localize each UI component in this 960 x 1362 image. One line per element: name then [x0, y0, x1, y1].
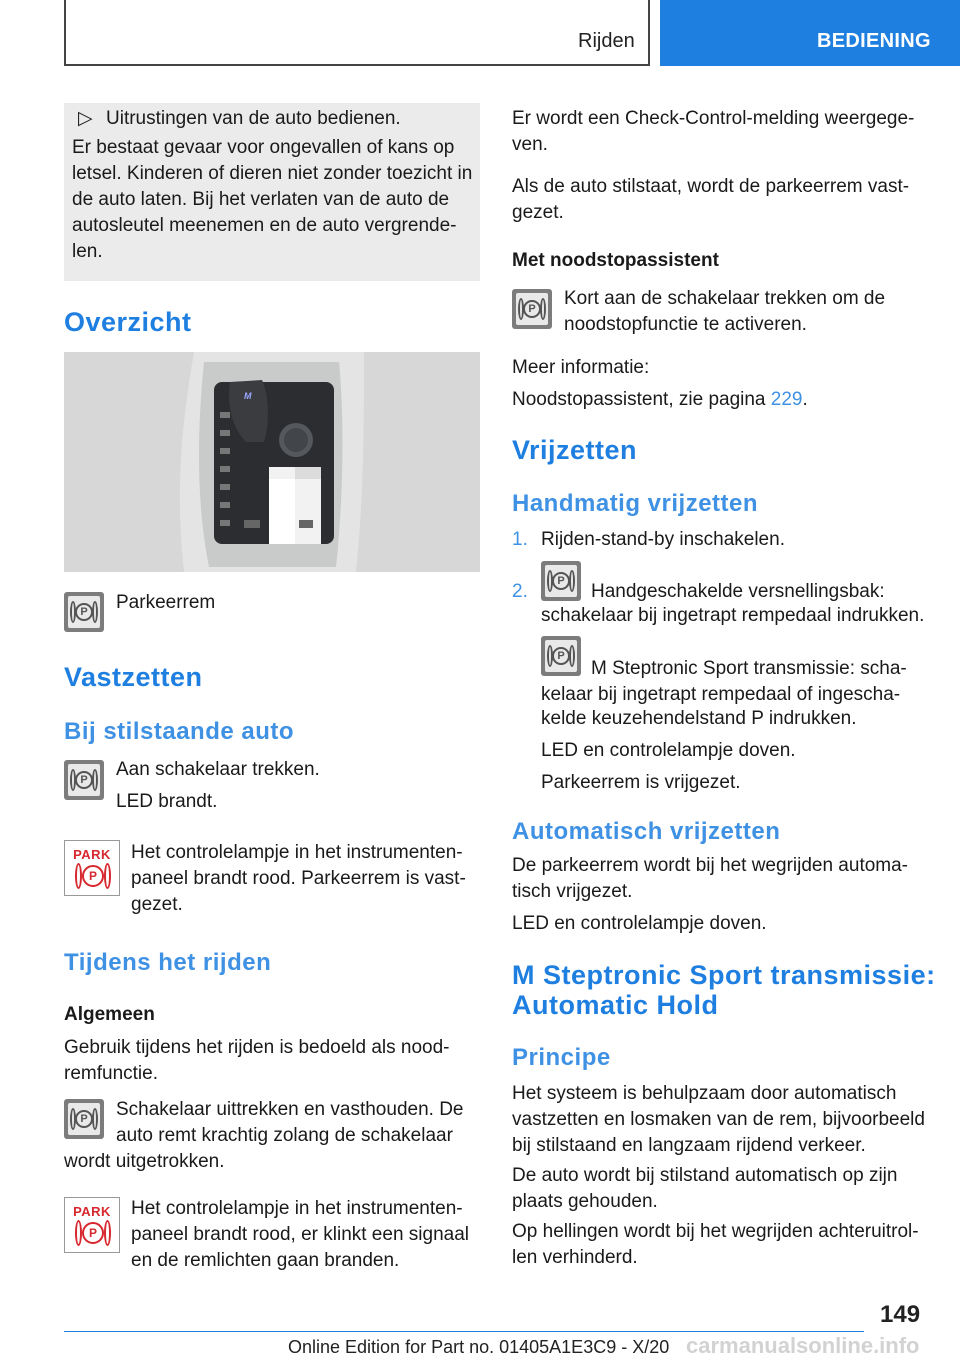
m-logo: M [244, 391, 252, 401]
heading-bij-stilstaande-auto: Bij stilstaande auto [64, 718, 295, 745]
header-frame [64, 0, 650, 66]
text-led-brandt: LED brandt. [116, 791, 218, 812]
warning-line: autosleutel meenemen en de auto vergrende- [72, 215, 457, 236]
text-aan-schakelaar: Aan schakelaar trekken. [116, 759, 320, 780]
center-console-illustration [64, 352, 480, 572]
text-led-doven-2: LED en controlelampje doven. [512, 913, 767, 934]
parkeerrem-label: Parkeerrem [116, 592, 216, 613]
text-hellingen: len verhinderd. [512, 1247, 638, 1268]
heading-principe: Principe [512, 1044, 611, 1071]
text-gebruik: remfunctie. [64, 1063, 158, 1084]
text-check-control: ven. [512, 134, 548, 155]
parking-brake-icon: P [541, 561, 581, 601]
text-controlelampje: Het controlelampje in het instrumenten- [131, 842, 463, 863]
header-tab-label: BEDIENING [817, 30, 931, 52]
heading-automatisch-vrijzetten: Automatisch vrijzetten [512, 818, 781, 845]
page-number: 149 [880, 1301, 921, 1328]
heading-vrijzetten: Vrijzetten [512, 435, 638, 465]
text-controlelampje-2: en de remlichten gaan branden. [131, 1250, 400, 1271]
text-controlelampje-2: Het controlelampje in het instrumenten- [131, 1198, 463, 1219]
footer-edition: Online Edition for Part no. 01405A1E3C9 - X/20 [288, 1337, 670, 1357]
text-automatisch: tisch vrijgezet. [512, 881, 633, 902]
text-schakelaar: auto remt krachtig zolang de schakelaar [116, 1125, 453, 1146]
parking-brake-icon: P [512, 289, 552, 329]
reference-noodstopassistent [512, 387, 808, 413]
header-section-title: Rijden [578, 30, 635, 52]
step-number: 1. [512, 529, 528, 550]
text-stilstaat: gezet. [512, 202, 564, 223]
step-number: 2. [512, 581, 528, 602]
text-gehouden: plaats gehouden. [512, 1191, 658, 1212]
page-link[interactable]: 229 [770, 389, 803, 410]
text-stilstaat: Als de auto stilstaat, wordt de parkeerrem vast- [512, 176, 910, 197]
warning-marker: ▷ [78, 108, 93, 129]
reference-end: . [802, 389, 808, 410]
text-m-steptronic: kelde keuzehendelstand P indrukken. [541, 708, 857, 729]
text-schakelaar: Schakelaar uittrekken en vasthouden. De [116, 1099, 464, 1120]
parking-brake-icon: P [64, 760, 104, 800]
text-hellingen: Op hellingen wordt bij het wegrijden achteruitrol- [512, 1221, 919, 1242]
warning-line: de auto laten. Bij het verlaten van de auto de [72, 189, 450, 210]
text-gebruik: Gebruik tijdens het rijden is bedoeld als nood- [64, 1037, 450, 1058]
text-controlelampje: paneel brandt rood. Parkeerrem is vast- [131, 868, 466, 889]
warning-line: len. [72, 241, 103, 262]
heading-vastzetten: Vastzetten [64, 662, 203, 692]
watermark: carmanualsonline.info [686, 1333, 920, 1358]
text-m-steptronic: M Steptronic Sport transmissie: scha- [591, 658, 907, 679]
heading-overzicht: Overzicht [64, 307, 192, 337]
text-principe: vastzetten en losmaken van de rem, bijvoorbeeld [512, 1109, 925, 1130]
warning-line: Er bestaat gevaar voor ongevallen of kans op [72, 137, 455, 158]
warning-line: letsel. Kinderen of dieren niet zonder toezicht in [72, 163, 473, 184]
text-gehouden: De auto wordt bij stilstand automatisch op zijn [512, 1165, 898, 1186]
text-kort: Kort aan de schakelaar trekken om de [564, 288, 886, 309]
heading-handmatig-vrijzetten: Handmatig vrijzetten [512, 490, 759, 517]
text-controlelampje-2: paneel brandt rood, er klinkt een signaal [131, 1224, 470, 1245]
park-warning-icon: PARK P [64, 840, 120, 896]
heading-met-noodstopassistent: Met noodstopassistent [512, 250, 719, 271]
text-check-control: Er wordt een Check-Control-melding weergege- [512, 108, 915, 129]
text-led-doven: LED en controlelampje doven. [541, 740, 796, 761]
text-automatisch: De parkeerrem wordt bij het wegrijden automa- [512, 855, 909, 876]
step-2-text: Handgeschakelde versnellingsbak: [591, 581, 885, 602]
step-2-text: schakelaar bij ingetrapt rempedaal indrukken. [541, 605, 925, 626]
heading-tijdens-het-rijden: Tijdens het rijden [64, 949, 272, 976]
step-1-text: Rijden-stand-by inschakelen. [541, 529, 785, 550]
parking-brake-icon: P [541, 636, 581, 676]
footer-rule [64, 1331, 864, 1332]
center-console-photo [64, 352, 480, 572]
text-controlelampje: gezet. [131, 894, 183, 915]
warning-heading: Uitrustingen van de auto bedienen. [106, 108, 401, 129]
park-warning-icon: PARK P [64, 1197, 120, 1253]
text-m-steptronic: kelaar bij ingetrapt rempedaal of ingescha- [541, 684, 901, 705]
heading-m-steptronic: Automatic Hold [512, 990, 719, 1020]
text-principe: bij stilstaand en langzaam rijdend verkeer. [512, 1135, 866, 1156]
text-meer-informatie: Meer informatie: [512, 357, 650, 378]
heading-algemeen: Algemeen [64, 1004, 155, 1025]
text-principe: Het systeem is behulpzaam door automatisch [512, 1083, 897, 1104]
text-schakelaar: wordt uitgetrokken. [64, 1151, 225, 1172]
reference-text: Noodstopassistent, zie pagina [512, 389, 771, 410]
text-vrijgezet: Parkeerrem is vrijgezet. [541, 772, 741, 793]
heading-m-steptronic: M Steptronic Sport transmissie: [512, 960, 936, 990]
parking-brake-icon: P [64, 1099, 104, 1139]
parking-brake-icon: P [64, 592, 104, 632]
text-kort: noodstopfunctie te activeren. [564, 314, 807, 335]
